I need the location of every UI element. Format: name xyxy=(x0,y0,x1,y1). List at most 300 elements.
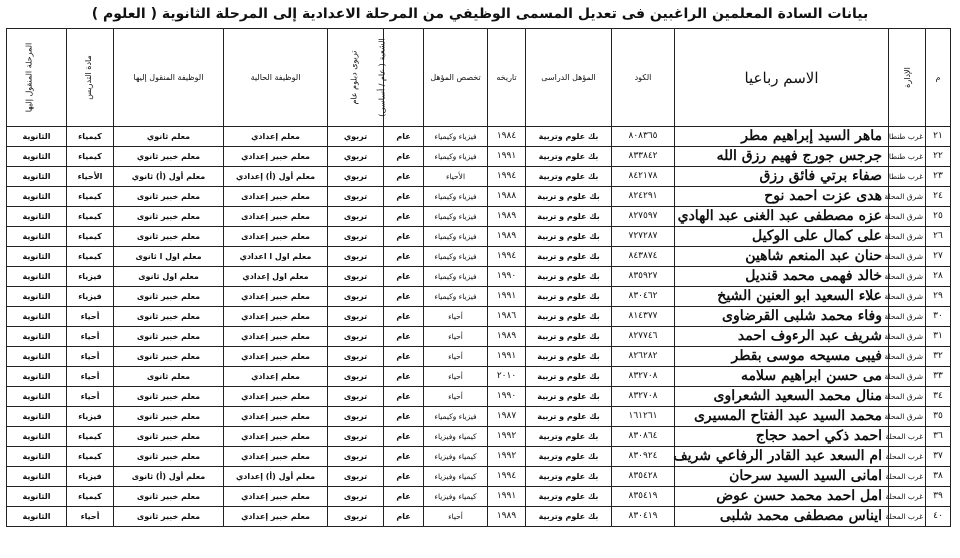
row-date: ١٩٩٠ xyxy=(488,387,526,407)
row-target-job: معلم اول ا ثانوى xyxy=(114,247,224,267)
row-admin: غرب طنطا xyxy=(889,147,926,167)
row-specialization: فيزياء وكيمياء xyxy=(424,267,488,287)
table-row xyxy=(7,467,951,487)
row-name: وفاء محمد شلبى القرضاوى xyxy=(675,307,889,327)
row-division: عام xyxy=(384,347,424,367)
row-name: ماهر السيد إبراهيم مطر xyxy=(675,127,889,147)
row-index: ٢١ xyxy=(926,127,951,147)
row-specialization: فيزياء وكيمياء xyxy=(424,187,488,207)
row-index: ٣٠ xyxy=(926,307,951,327)
row-target-job: معلم خبير ثانوى xyxy=(114,427,224,447)
table-row xyxy=(7,487,951,507)
row-current-job: معلم خبير إعدادي xyxy=(224,327,328,347)
row-specialization: فيزياء وكيمياء xyxy=(424,227,488,247)
row-admin: شرق المحلة xyxy=(889,287,926,307)
table-row xyxy=(7,227,951,247)
header-education xyxy=(328,29,387,127)
row-index: ٢٤ xyxy=(926,187,951,207)
row-date: ١٩٩١ xyxy=(488,287,526,307)
row-name: محمد السيد عبد الفتاح المسيرى xyxy=(675,407,889,427)
row-current-job: معلم إعدادي xyxy=(224,127,328,147)
row-date: ١٩٨٩ xyxy=(488,207,526,227)
row-code: ٨٤٢١٧٨ xyxy=(612,167,675,187)
row-code: ٨٢٧٥٩٧ xyxy=(612,207,675,227)
row-name: علاء السعيد ابو العنين الشيخ xyxy=(675,287,889,307)
header-name: الاسم رباعيا xyxy=(675,29,889,127)
row-division: عام xyxy=(384,467,424,487)
row-stage: الثانوية xyxy=(7,187,67,207)
row-admin: شرق المحلة xyxy=(889,187,926,207)
row-education: تربوى xyxy=(328,447,384,467)
row-admin: شرق المحلة xyxy=(889,227,926,247)
row-current-job: معلم خبير إعدادى xyxy=(224,227,328,247)
header-division-label: الشعبة ( عام / أساسى) xyxy=(377,38,387,117)
header-stage-label: المرحلة المنقول إليها xyxy=(24,42,34,113)
row-stage: الثانوية xyxy=(7,167,67,187)
document-title: بيانات السادة المعلمين الراغبين فى تعديل المسمى الوظيفي من المرحلة الاعدادية إلى المرحلة الثانوية ( العلوم ) xyxy=(91,6,869,22)
row-stage: الثانوية xyxy=(7,507,67,527)
table-row xyxy=(7,347,951,367)
row-admin: غرب طنطا xyxy=(889,127,926,147)
row-code: ٨٣٥٤٢٨ xyxy=(612,467,675,487)
table-row xyxy=(7,307,951,327)
row-index: ٣٩ xyxy=(926,487,951,507)
row-qualification: بك علوم وتربية xyxy=(526,427,612,447)
row-name: جرجس جورج فهيم رزق الله xyxy=(675,147,889,167)
row-admin: شرق المحلة xyxy=(889,407,926,427)
row-division: عام xyxy=(384,247,424,267)
row-division: عام xyxy=(384,427,424,447)
table-row xyxy=(7,287,951,307)
row-code: ٨٣٥٩٢٧ xyxy=(612,267,675,287)
header-index: م xyxy=(926,29,951,127)
row-code: ٨٣٠٤١٩ xyxy=(612,507,675,527)
row-subject: كيمياء xyxy=(67,227,114,247)
row-name: امانى السيد السيد سرحان xyxy=(675,467,889,487)
teachers-table xyxy=(6,28,951,527)
row-specialization: كيمياء وفيزياء xyxy=(424,447,488,467)
row-current-job: معلم إعدادي xyxy=(224,367,328,387)
row-qualification: بك علوم و تربية xyxy=(526,407,612,427)
row-stage: الثانوية xyxy=(7,387,67,407)
row-code: ٨٣٠٩٢٤ xyxy=(612,447,675,467)
row-stage: الثانوية xyxy=(7,247,67,267)
row-education: تربوى xyxy=(328,227,384,247)
row-code: ٨٣٢٧٠٨ xyxy=(612,367,675,387)
row-date: ١٩٨٦ xyxy=(488,307,526,327)
row-date: ٢٠١٠ xyxy=(488,367,526,387)
row-division: عام xyxy=(384,367,424,387)
row-name: هدى عزت احمد نوح xyxy=(675,187,889,207)
row-stage: الثانوية xyxy=(7,487,67,507)
row-subject: كيمياء xyxy=(67,207,114,227)
row-subject: كيمياء xyxy=(67,187,114,207)
row-date: ١٩٨٨ xyxy=(488,187,526,207)
row-qualification: بك علوم و تربية xyxy=(526,387,612,407)
row-education: تربوي xyxy=(328,147,384,167)
row-current-job: معلم خبير إعدادي xyxy=(224,387,328,407)
row-index: ٣٢ xyxy=(926,347,951,367)
row-name: شريف عبد الرءوف احمد xyxy=(675,327,889,347)
row-subject: كيمياء xyxy=(67,487,114,507)
row-subject: فيزياء xyxy=(67,407,114,427)
row-index: ٣٤ xyxy=(926,387,951,407)
row-date: ١٩٩١ xyxy=(488,347,526,367)
table-row xyxy=(7,427,951,447)
row-current-job: معلم خبير إعدادي xyxy=(224,147,328,167)
row-code: ٨٣٥٤١٩ xyxy=(612,487,675,507)
row-date: ١٩٩٠ xyxy=(488,267,526,287)
row-admin: شرق المحلة xyxy=(889,387,926,407)
row-current-job: معلم خبير إعدادي xyxy=(224,347,328,367)
row-education: تربوى xyxy=(328,267,384,287)
row-qualification: بك علوم وتربية xyxy=(526,127,612,147)
row-index: ٤٠ xyxy=(926,507,951,527)
row-stage: الثانوية xyxy=(7,227,67,247)
header-admin xyxy=(889,29,926,127)
row-index: ٣٣ xyxy=(926,367,951,387)
row-code: ٨٢٤٢٩١ xyxy=(612,187,675,207)
row-subject: كيمياء xyxy=(67,447,114,467)
row-stage: الثانوية xyxy=(7,307,67,327)
row-target-job: معلم خبير ثانوى xyxy=(114,227,224,247)
row-qualification: بك علوم و تربية xyxy=(526,207,612,227)
row-code: ١٦١٢٦١ xyxy=(612,407,675,427)
header-admin-label: الإدارة xyxy=(902,67,912,88)
row-division: عام xyxy=(384,447,424,467)
row-date: ١٩٩٤ xyxy=(488,467,526,487)
row-name: ايناس مصطفى محمد شلبى xyxy=(675,507,889,527)
row-current-job: معلم خبير إعدادي xyxy=(224,507,328,527)
row-specialization: كيمياء وفيزياء xyxy=(424,427,488,447)
table-row xyxy=(7,327,951,347)
row-admin: شرق المحلة xyxy=(889,347,926,367)
row-index: ٣١ xyxy=(926,327,951,347)
row-qualification: بك علوم وتربية xyxy=(526,467,612,487)
row-qualification: بك علوم وتربية xyxy=(526,487,612,507)
table-body xyxy=(7,127,951,527)
row-education: تربوى xyxy=(328,487,384,507)
row-name: صفاء برتي فائق رزق xyxy=(675,167,889,187)
row-subject: كيمياء xyxy=(67,147,114,167)
row-qualification: بك علوم و تربية xyxy=(526,187,612,207)
row-qualification: بك علوم و تربية xyxy=(526,347,612,367)
row-target-job: معلم خبير ثانوى xyxy=(114,327,224,347)
header-target-job: الوظيفة المنقول إليها xyxy=(114,29,224,127)
row-stage: الثانوية xyxy=(7,267,67,287)
row-education: تربوي xyxy=(328,167,384,187)
row-subject: فيزياء xyxy=(67,287,114,307)
row-subject: كيمياء xyxy=(67,427,114,447)
table-row xyxy=(7,167,951,187)
row-name: خالد فهمى محمد قنديل xyxy=(675,267,889,287)
row-current-job: معلم خبير إعدادي xyxy=(224,407,328,427)
row-name: ام السعد عبد القادر الرفاعي شريف xyxy=(675,447,889,467)
row-target-job: معلم خبير ثانوى xyxy=(114,447,224,467)
header-qualification: المؤهل الدراسى xyxy=(526,29,612,127)
row-date: ١٩٩٤ xyxy=(488,167,526,187)
row-qualification: بك علوم و تربية xyxy=(526,227,612,247)
row-date: ١٩٩١ xyxy=(488,147,526,167)
row-name: منال محمد السعيد الشعراوى xyxy=(675,387,889,407)
header-education-label: تربوى دبلوم عام xyxy=(349,50,359,105)
row-specialization: فيزياء وكيمياء xyxy=(424,287,488,307)
row-education: تربوى xyxy=(328,287,384,307)
row-qualification: بك علوم وتربية xyxy=(526,167,612,187)
header-date: تاريخه xyxy=(488,29,526,127)
row-admin: غرب المحلة xyxy=(889,427,926,447)
row-admin: غرب المحلة xyxy=(889,447,926,467)
row-index: ٣٧ xyxy=(926,447,951,467)
row-division: عام xyxy=(384,187,424,207)
row-stage: الثانوية xyxy=(7,447,67,467)
row-specialization: أحياء xyxy=(424,307,488,327)
row-admin: غرب المحلة xyxy=(889,487,926,507)
row-date: ١٩٨٩ xyxy=(488,227,526,247)
row-division: عام xyxy=(384,287,424,307)
row-stage: الثانوية xyxy=(7,147,67,167)
row-index: ٣٨ xyxy=(926,467,951,487)
row-index: ٢٧ xyxy=(926,247,951,267)
row-code: ٨٣٣٨٤٢ xyxy=(612,147,675,167)
row-education: تربوى xyxy=(328,347,384,367)
row-specialization: فيزياء وكيمياء xyxy=(424,247,488,267)
header-specialization: تخصص المؤهل xyxy=(424,29,488,127)
row-division: عام xyxy=(384,487,424,507)
row-subject: كيمياء xyxy=(67,247,114,267)
row-specialization: أحياء xyxy=(424,507,488,527)
row-index: ٣٦ xyxy=(926,427,951,447)
row-current-job: معلم خبير إعدادي xyxy=(224,487,328,507)
row-division: عام xyxy=(384,167,424,187)
row-current-job: معلم خبير إعدادي xyxy=(224,287,328,307)
table-row xyxy=(7,367,951,387)
row-stage: الثانوية xyxy=(7,207,67,227)
row-code: ٨٣٢٧٠٨ xyxy=(612,387,675,407)
row-code: ٨٠٨٣٦٥ xyxy=(612,127,675,147)
row-target-job: معلم خبير ثانوى xyxy=(114,287,224,307)
row-qualification: بك علوم وتربية xyxy=(526,147,612,167)
row-specialization: فيزياء وكيمياء xyxy=(424,127,488,147)
row-division: عام xyxy=(384,307,424,327)
row-current-job: معلم خبير إعدادى xyxy=(224,207,328,227)
row-index: ٢٩ xyxy=(926,287,951,307)
row-specialization: كيمياء وفيزياء xyxy=(424,487,488,507)
row-name: على كمال على الوكيل xyxy=(675,227,889,247)
row-target-job: معلم خبير ثانوى xyxy=(114,207,224,227)
row-name: مى حسن ابراهيم سلامه xyxy=(675,367,889,387)
row-qualification: بك علوم وتربية xyxy=(526,507,612,527)
row-name: امل احمد محمد حسن عوض xyxy=(675,487,889,507)
row-stage: الثانوية xyxy=(7,367,67,387)
row-division: عام xyxy=(384,127,424,147)
row-specialization: أحياء xyxy=(424,387,488,407)
table-row xyxy=(7,447,951,467)
row-date: ١٩٨٩ xyxy=(488,507,526,527)
row-education: تربوى xyxy=(328,407,384,427)
row-subject: أحياء xyxy=(67,367,114,387)
row-current-job: معلم خبير إعدادي xyxy=(224,427,328,447)
row-current-job: معلم خبير إعدادي xyxy=(224,447,328,467)
row-index: ٢٦ xyxy=(926,227,951,247)
row-subject: أحياء xyxy=(67,387,114,407)
row-qualification: بك علوم و تربية xyxy=(526,327,612,347)
row-date: ١٩٨٧ xyxy=(488,407,526,427)
row-date: ١٩٨٤ xyxy=(488,127,526,147)
row-index: ٢٨ xyxy=(926,267,951,287)
row-admin: غرب طنطا xyxy=(889,167,926,187)
row-target-job: معلم ثانوى xyxy=(114,367,224,387)
row-education: تربوى xyxy=(328,327,384,347)
row-target-job: معلم أول (أ) ثانوي xyxy=(114,167,224,187)
table-header xyxy=(7,29,951,127)
row-division: عام xyxy=(384,407,424,427)
row-admin: شرق المحلة xyxy=(889,327,926,347)
row-admin: غرب المحلة xyxy=(889,467,926,487)
row-current-job: معلم أول (أ) إعدادي xyxy=(224,167,328,187)
row-date: ١٩٩٢ xyxy=(488,447,526,467)
row-current-job: معلم اول إعدادي xyxy=(224,267,328,287)
row-admin: شرق المحلة xyxy=(889,207,926,227)
table-row xyxy=(7,507,951,527)
row-code: ٨٣٠٤٦٢ xyxy=(612,287,675,307)
row-education: تربوى xyxy=(328,187,384,207)
row-code: ٨١٤٣٧٧ xyxy=(612,307,675,327)
table-row xyxy=(7,207,951,227)
header-code: الكود xyxy=(612,29,675,127)
row-qualification: بك علوم و تربية xyxy=(526,267,612,287)
row-specialization: كيمياء وفيزياء xyxy=(424,467,488,487)
row-division: عام xyxy=(384,267,424,287)
row-code: ٨٣٠٨٦٤ xyxy=(612,427,675,447)
row-index: ٢٢ xyxy=(926,147,951,167)
row-target-job: معلم خبير ثانوى xyxy=(114,407,224,427)
row-stage: الثانوية xyxy=(7,427,67,447)
row-specialization: أحياء xyxy=(424,327,488,347)
row-current-job: معلم خبير إعدادي xyxy=(224,307,328,327)
row-education: تربوى xyxy=(328,367,384,387)
row-target-job: معلم خبير ثانوى xyxy=(114,387,224,407)
row-subject: أحياء xyxy=(67,327,114,347)
table-row xyxy=(7,407,951,427)
row-division: عام xyxy=(384,147,424,167)
row-code: ٨٢٧٧٤٦ xyxy=(612,327,675,347)
row-target-job: معلم خبير ثانوى xyxy=(114,347,224,367)
row-education: تربوى xyxy=(328,387,384,407)
row-target-job: معلم خبير ثانوى xyxy=(114,187,224,207)
table-row xyxy=(7,247,951,267)
row-stage: الثانوية xyxy=(7,407,67,427)
row-stage: الثانوية xyxy=(7,327,67,347)
row-target-job: معلم خبير ثانوي xyxy=(114,147,224,167)
row-stage: الثانوية xyxy=(7,127,67,147)
table-row xyxy=(7,387,951,407)
row-admin: شرق المحلة xyxy=(889,367,926,387)
row-specialization: أحياء xyxy=(424,347,488,367)
row-admin: شرق المحلة xyxy=(889,307,926,327)
row-date: ١٩٩٢ xyxy=(488,427,526,447)
row-current-job: معلم أول (أ) إعدادي xyxy=(224,467,328,487)
row-division: عام xyxy=(384,507,424,527)
row-target-job: معلم خبير ثانوى xyxy=(114,507,224,527)
row-division: عام xyxy=(384,387,424,407)
row-division: عام xyxy=(384,227,424,247)
row-admin: شرق المحلة xyxy=(889,247,926,267)
header-subject xyxy=(67,29,114,127)
row-target-job: معلم أول (أ) ثانوى xyxy=(114,467,224,487)
row-qualification: بك علوم و تربية xyxy=(526,287,612,307)
row-index: ٢٥ xyxy=(926,207,951,227)
table-row xyxy=(7,187,951,207)
row-date: ١٩٩١ xyxy=(488,487,526,507)
row-subject: فيزياء xyxy=(67,467,114,487)
row-name: فيبى مسيحه موسى بقطر xyxy=(675,347,889,367)
row-code: ٨٤٣٨٧٤ xyxy=(612,247,675,267)
row-specialization: أحياء xyxy=(424,367,488,387)
header-current-job: الوظيفة الحالية xyxy=(224,29,328,127)
row-subject: أحياء xyxy=(67,507,114,527)
row-date: ١٩٨٩ xyxy=(488,327,526,347)
row-specialization: فيزياء وكيمياء xyxy=(424,207,488,227)
row-name: عزه مصطفى عبد الغنى عبد الهادي xyxy=(675,207,889,227)
row-index: ٢٣ xyxy=(926,167,951,187)
row-education: تربوى xyxy=(328,247,384,267)
row-division: عام xyxy=(384,327,424,347)
row-stage: الثانوية xyxy=(7,467,67,487)
row-specialization: الأحياء xyxy=(424,167,488,187)
row-current-job: معلم خبير إعدادى xyxy=(224,187,328,207)
row-qualification: بك علوم و تربية xyxy=(526,367,612,387)
row-code: ٧٢٧٢٨٧ xyxy=(612,227,675,247)
row-index: ٣٥ xyxy=(926,407,951,427)
row-subject: أحياء xyxy=(67,347,114,367)
row-stage: الثانوية xyxy=(7,287,67,307)
header-division xyxy=(377,29,424,127)
row-qualification: بك علوم وتربية xyxy=(526,447,612,467)
row-division: عام xyxy=(384,207,424,227)
row-name: حنان عبد المنعم شاهين xyxy=(675,247,889,267)
row-admin: غرب المحلة xyxy=(889,507,926,527)
row-qualification: بك علوم و تربية xyxy=(526,307,612,327)
row-specialization: فيزياء وكيمياء xyxy=(424,407,488,427)
row-subject: أحياء xyxy=(67,307,114,327)
row-qualification: بك علوم و تربية xyxy=(526,247,612,267)
row-code: ٨٢٦٢٨٢ xyxy=(612,347,675,367)
header-stage xyxy=(7,29,67,127)
row-date: ١٩٩٤ xyxy=(488,247,526,267)
table-row xyxy=(7,127,951,147)
row-subject: الأحياء xyxy=(67,167,114,187)
row-target-job: معلم ثانوي xyxy=(114,127,224,147)
row-subject: فيزياء xyxy=(67,267,114,287)
row-education: تربوي xyxy=(328,127,384,147)
row-education: تربوى xyxy=(328,207,384,227)
row-specialization: فيزياء وكيمياء xyxy=(424,147,488,167)
row-target-job: معلم اول ثانوى xyxy=(114,267,224,287)
row-admin: شرق المحلة xyxy=(889,267,926,287)
table-row xyxy=(7,147,951,167)
row-target-job: معلم خبير ثانوى xyxy=(114,487,224,507)
row-education: تربوى xyxy=(328,307,384,327)
row-target-job: معلم خبير ثانوى xyxy=(114,307,224,327)
row-subject: كيمياء xyxy=(67,127,114,147)
header-subject-label: مادة التدريس xyxy=(84,55,94,100)
row-current-job: معلم اول ا اعدادي xyxy=(224,247,328,267)
table-row xyxy=(7,267,951,287)
row-education: تربوى xyxy=(328,467,384,487)
row-name: احمد ذكي احمد حجاج xyxy=(675,427,889,447)
row-stage: الثانوية xyxy=(7,347,67,367)
